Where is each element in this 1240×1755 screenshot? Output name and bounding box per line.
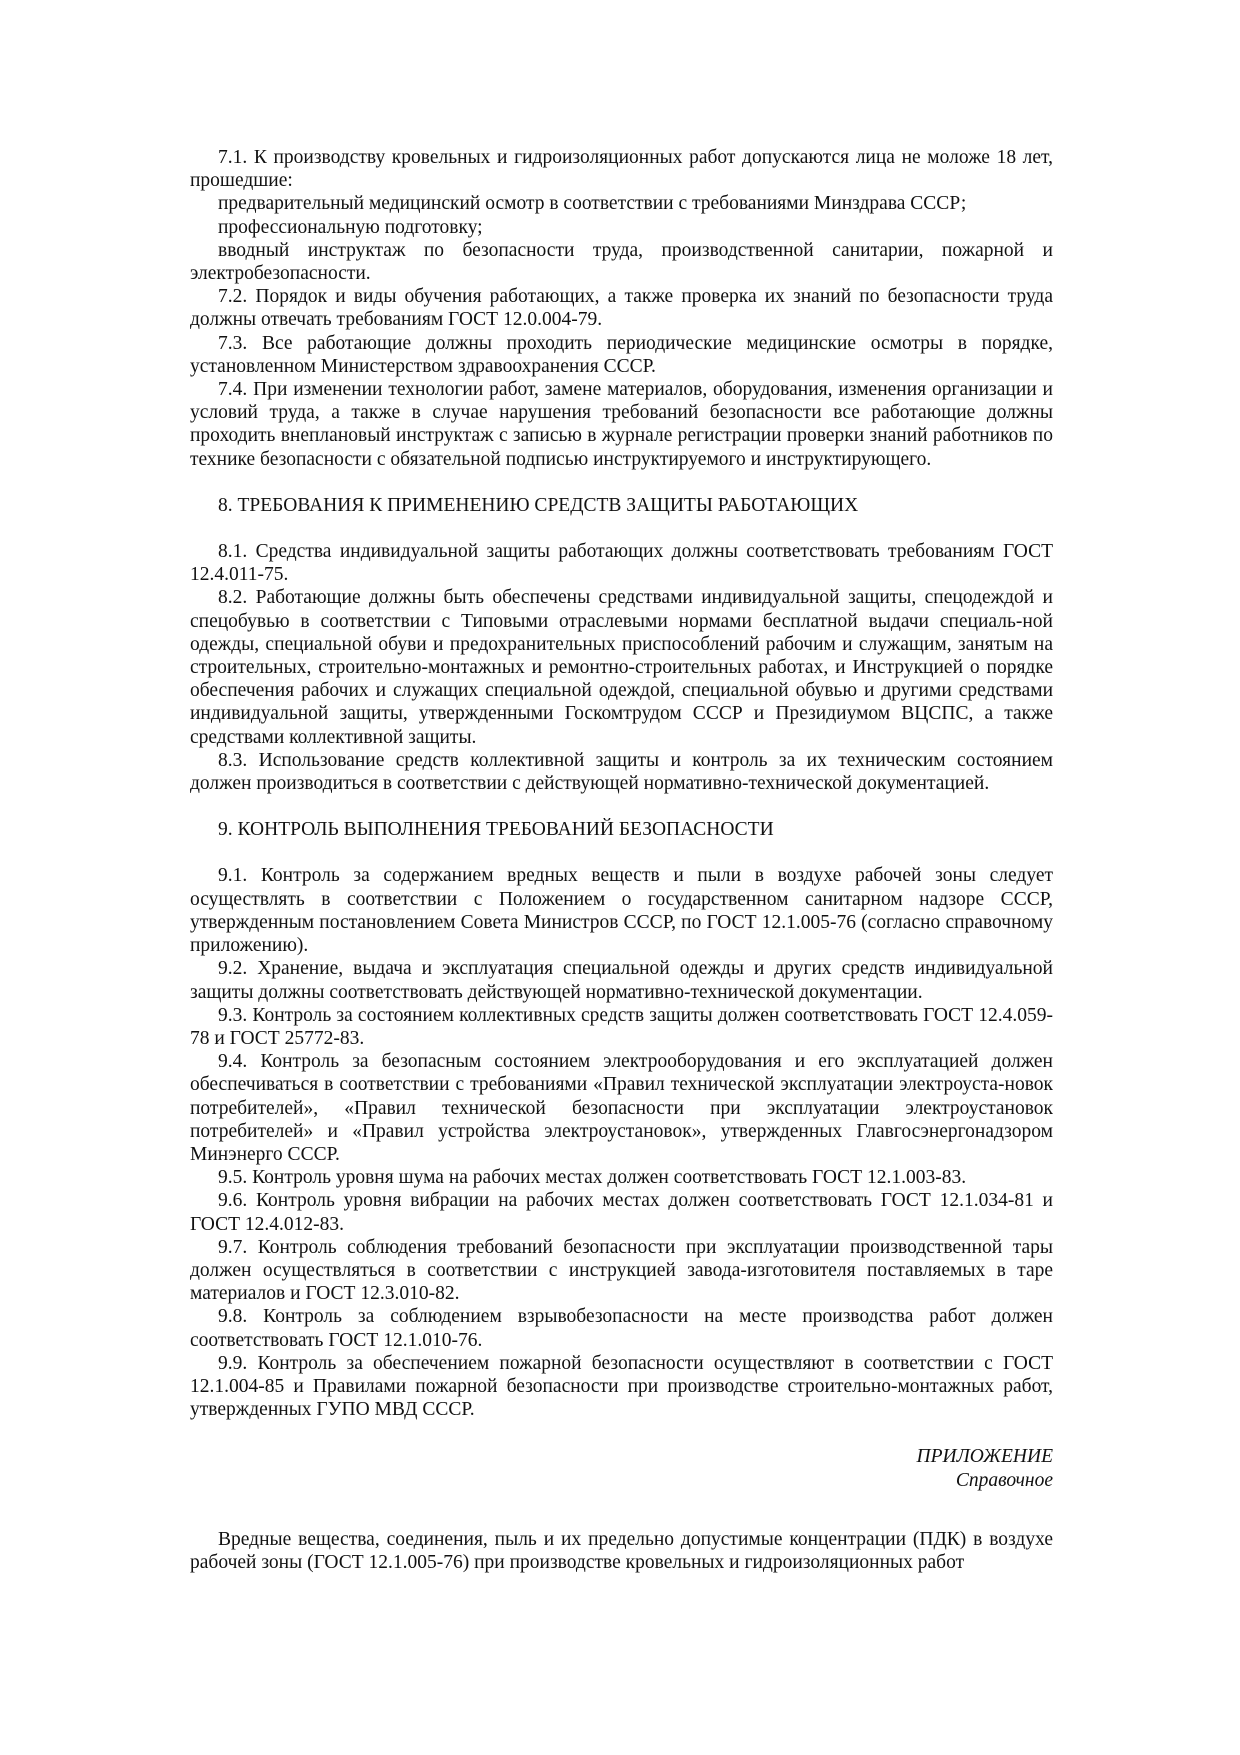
paragraph-7-2: 7.2. Порядок и виды обучения работающих, а также проверка их знаний по безопасности труда должны отвечать требованиям ГОСТ 12.0.004-79. bbox=[190, 286, 1053, 331]
paragraph-9-9: 9.9. Контроль за обеспечением пожарной безопасности осуществляют в соответствии с ГОСТ 12.1.004-85 и Правилами пожарной безопасности при производстве строительно-монтажных работ, утвержденных ГУПО МВД СССР. bbox=[190, 1352, 1053, 1421]
paragraph-9-6: 9.6. Контроль уровня вибрации на рабочих местах должен соответствовать ГОСТ 12.1.034-81 и ГОСТ 12.4.012-83. bbox=[190, 1190, 1053, 1235]
paragraph-7-3: 7.3. Все работающие должны проходить периодические медицинские осмотры в порядке, установленном Министерством здравоохранения СССР. bbox=[190, 332, 1053, 377]
paragraph-9-8: 9.8. Контроль за соблюдением взрывобезопасности на месте производства работ должен соответствовать ГОСТ 12.1.010-76. bbox=[190, 1306, 1053, 1351]
appendix-header bbox=[190, 1445, 1053, 1491]
section-9 bbox=[190, 864, 1053, 1421]
paragraph-9-7: 9.7. Контроль соблюдения требований безопасности при эксплуатации производственной тары должен осуществляться в соответствии с инструкцией завода-изготовителя поставляемых в таре материалов и ГОСТ 12.3.010-82. bbox=[190, 1236, 1053, 1305]
document-page bbox=[190, 146, 1053, 1574]
paragraph-9-3: 9.3. Контроль за состоянием коллективных средств защиты должен соответствовать ГОСТ 12.4.059-78 и ГОСТ 25772-83. bbox=[190, 1004, 1053, 1049]
section-7 bbox=[190, 146, 1053, 471]
paragraph-8-2: 8.2. Работающие должны быть обеспечены средствами индивидуальной защиты, спецодеждой и спецобувью в соответствии с Типовыми отраслевыми нормами бесплатной выдачи специаль-ной одежды, специальной обуви и предохранительных приспособлений рабочим и служащим, занятым на строительных, строительно-монтажных и ремонтно-строительных работах, и Инструкцией о порядке обеспечения рабочих и служащих специальной одеждой, специальной обувью и другими средствами индивидуальной защиты, утвержденными Госкомтрудом СССР и Президиумом ВЦСПС, а также средствами коллективной защиты. bbox=[190, 587, 1053, 748]
paragraph-7-1-medical: предварительный медицинский осмотр в соответствии с требованиями Минздрава СССР; bbox=[218, 193, 967, 215]
paragraph-7-1-training: профессиональную подготовку; bbox=[218, 216, 483, 238]
section-8-heading: 8. ТРЕБОВАНИЯ К ПРИМЕНЕНИЮ СРЕДСТВ ЗАЩИТЫ РАБОТАЮЩИХ bbox=[218, 494, 859, 516]
section-9-heading: 9. КОНТРОЛЬ ВЫПОЛНЕНИЯ ТРЕБОВАНИЙ БЕЗОПАСНОСТИ bbox=[218, 819, 774, 841]
paragraph-9-5: 9.5. Контроль уровня шума на рабочих местах должен соответствовать ГОСТ 12.1.003-83. bbox=[218, 1167, 967, 1189]
paragraph-9-1: 9.1. Контроль за содержанием вредных веществ и пыли в воздухе рабочей зоны следует осуществлять в соответствии с Положением о государственном санитарном надзоре СССР, утвержденным постановлением Совета Министров СССР, по ГОСТ 12.1.005-76 (согласно справочному приложению). bbox=[190, 865, 1053, 957]
paragraph-7-1: 7.1. К производству кровельных и гидроизоляционных работ допускаются лица не моложе 18 лет, прошедшие: bbox=[190, 147, 1053, 192]
appendix-title: ПРИЛОЖЕНИЕ bbox=[916, 1446, 1053, 1468]
paragraph-9-2: 9.2. Хранение, выдача и эксплуатация специальной одежды и других средств индивидуальной защиты должны соответствовать действующей нормативно-технической документации. bbox=[190, 958, 1053, 1003]
paragraph-7-4: 7.4. При изменении технологии работ, замене материалов, оборудования, изменения организации и условий труда, а также в случае нарушения требований безопасности все работающие должны проходить внеплановый инструктаж с записью в журнале регистрации проверки знаний работников по технике безопасности с обязательной подписью инструктируемого и инструктирующего. bbox=[190, 379, 1053, 470]
appendix-intro: Вредные вещества, соединения, пыль и их предельно допустимые концентрации (ПДК) в воздухе рабочей зоны (ГОСТ 12.1.005-76) при производстве кровельных и гидроизоляционных работ bbox=[190, 1528, 1053, 1573]
paragraph-8-3: 8.3. Использование средств коллективной защиты и контроль за их техническим состоянием должен производиться в соответствии с действующей нормативно-технической документацией. bbox=[190, 749, 1053, 795]
appendix-subtitle: Справочное bbox=[955, 1469, 1053, 1491]
paragraph-7-1-instruction: вводный инструктаж по безопасности труда, производственной санитарии, пожарной и электробезопасности. bbox=[190, 239, 1053, 285]
paragraph-9-4: 9.4. Контроль за безопасным состоянием электрооборудования и его эксплуатацией должен обеспечиваться в соответствии с требованиями «Правил технической эксплуатации электроуста-новок потребителей», «Правил технической безопасности при эксплуатации электроустановок потребителей» и «Правил устройства электроустановок», утвержденных Главгосэнергонадзором Минэнерго СССР. bbox=[190, 1051, 1053, 1165]
paragraph-8-1: 8.1. Средства индивидуальной защиты работающих должны соответствовать требованиям ГОСТ 12.4.011-75. bbox=[190, 541, 1053, 586]
section-8 bbox=[190, 540, 1053, 795]
